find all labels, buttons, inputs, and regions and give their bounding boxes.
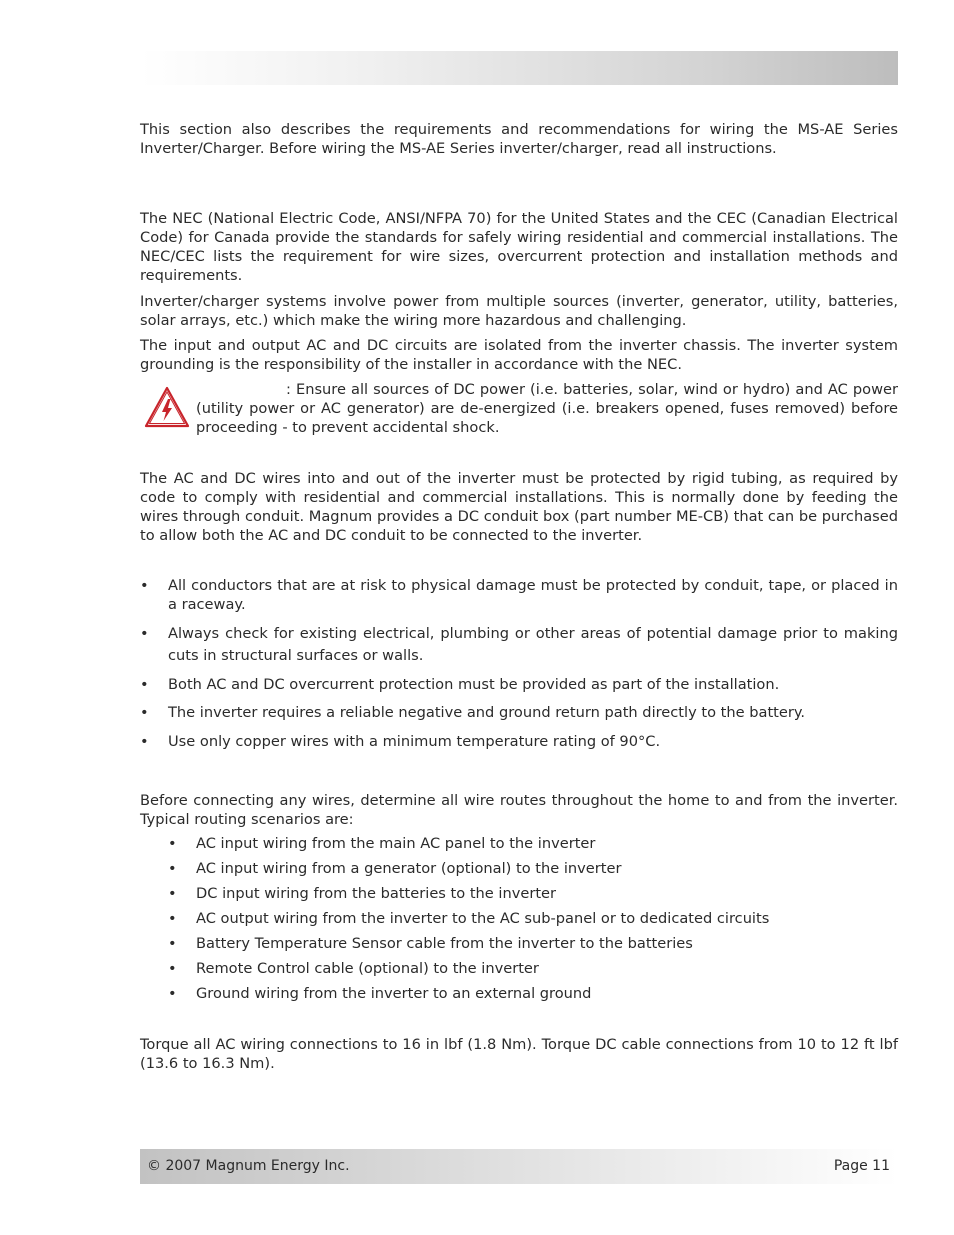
list-item: • AC input wiring from a generator (optional) to the inverter: [168, 860, 622, 877]
bullet-icon: •: [168, 985, 177, 1002]
footer-band: [140, 1149, 898, 1184]
bullet-icon: •: [168, 935, 177, 952]
header-band: [140, 51, 898, 85]
warning-text: : Ensure all sources of DC power (i.e. batteries, solar, wind or hydro) and AC power (utility power or AC generator) are de-energized (i.e. breakers opened, fuses removed) before proceeding - to prevent accidental shock.: [196, 381, 898, 436]
bullet-icon: •: [140, 704, 149, 721]
codes-paragraph-1: The NEC (National Electric Code, ANSI/NFPA 70) for the United States and the CEC (Canadian Electrical Code) for Canada provide the standards for safely wiring residential and commercial installations. The NEC/CEC lists the requirement for wire sizes, overcurrent protection and installation methods and requirements.: [140, 210, 898, 284]
bullet-icon: •: [168, 885, 177, 902]
list-item: • AC input wiring from the main AC panel to the inverter: [168, 835, 596, 852]
list-item: • Remote Control cable (optional) to the inverter: [168, 960, 539, 977]
bullet-icon: •: [140, 733, 149, 750]
bullet-icon: •: [140, 577, 149, 594]
electrical-hazard-icon: [144, 386, 190, 428]
list-item: • All conductors that are at risk to physical damage must be protected by conduit, tape, or placed in a raceway.: [140, 577, 898, 613]
list-item: • Battery Temperature Sensor cable from the inverter to the batteries: [168, 935, 693, 952]
codes-paragraph-3: The input and output AC and DC circuits are isolated from the inverter chassis. The inverter system grounding is the responsibility of the installer in accordance with the NEC.: [140, 337, 898, 373]
bullet-icon: •: [140, 676, 149, 693]
routing-paragraph: Before connecting any wires, determine all wire routes throughout the home to and from the inverter. Typical routing scenarios are:: [140, 792, 898, 828]
list-item: • Use only copper wires with a minimum temperature rating of 90°C.: [140, 733, 661, 750]
torque-paragraph: Torque all AC wiring connections to 16 in lbf (1.8 Nm). Torque DC cable connections from 10 to 12 ft lbf (13.6 to 16.3 Nm).: [140, 1036, 898, 1072]
intro-paragraph: This section also describes the requirements and recommendations for wiring the MS-AE Series Inverter/Charger. Before wiring the MS-AE Series inverter/charger, read all instructions.: [140, 121, 898, 157]
bullet-icon: •: [140, 625, 149, 642]
page-number: Page 11: [833, 1158, 890, 1174]
copyright: © 2007 Magnum Energy Inc.: [147, 1158, 350, 1174]
bullet-icon: •: [168, 860, 177, 877]
bullet-icon: •: [168, 910, 177, 927]
bullet-icon: •: [168, 960, 177, 977]
list-item: • Always check for existing electrical, plumbing or other areas of potential damage prior to making cuts in structural surfaces or walls.: [140, 625, 898, 664]
list-item: • The inverter requires a reliable negative and ground return path directly to the battery.: [140, 704, 806, 721]
list-item: • DC input wiring from the batteries to the inverter: [168, 885, 557, 902]
codes-paragraph-2: Inverter/charger systems involve power from multiple sources (inverter, generator, utility, batteries, solar arrays, etc.) which make the wiring more hazardous and challenging.: [140, 293, 898, 329]
conduit-paragraph: The AC and DC wires into and out of the inverter must be protected by rigid tubing, as required by code to comply with residential and commercial installations. This is normally done by feeding the wires through conduit. Magnum provides a DC conduit box (part number ME-CB) that can be purchased to allow both the AC and DC conduit to be connected to the inverter.: [140, 470, 898, 544]
list-item: • Both AC and DC overcurrent protection must be provided as part of the installation.: [140, 676, 780, 693]
bullet-icon: •: [168, 835, 177, 852]
list-item: • AC output wiring from the inverter to the AC sub-panel or to dedicated circuits: [168, 910, 770, 927]
list-item: • Ground wiring from the inverter to an external ground: [168, 985, 592, 1002]
